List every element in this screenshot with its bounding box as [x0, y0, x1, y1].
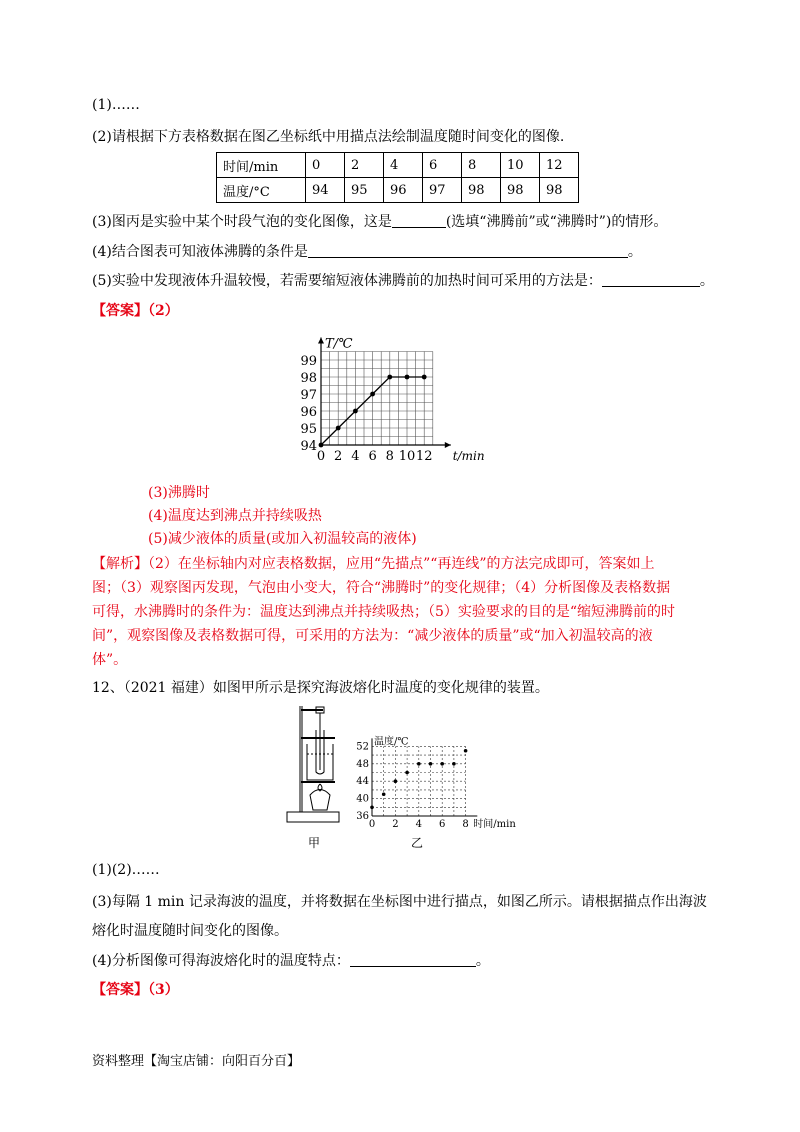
x-tick-label: 10 [398, 449, 416, 464]
q12-part4-text-b: 。 [475, 953, 490, 969]
data-point [440, 762, 444, 766]
answer-label: 【答案】（2） [92, 303, 179, 319]
row-label-temp: 温度/°C [217, 178, 306, 203]
x-tick-label: 8 [385, 449, 394, 464]
time-cell: 12 [540, 153, 579, 178]
time-cell: 4 [384, 153, 423, 178]
q12-title: 12、（2021 福建）如图甲所示是探究海波熔化时温度的变化规律的装置。 [92, 680, 549, 696]
analysis-line: 可得，水沸腾时的条件为：温度达到沸点并持续吸热；（5）实验要求的目的是“缩短沸腾前的时 [92, 604, 676, 620]
temp-cell: 94 [306, 178, 345, 203]
time-cell: 2 [345, 153, 384, 178]
x-tick-label: 12 [415, 449, 433, 464]
y-tick-label: 99 [300, 354, 317, 369]
answer4-text: (4)温度达到沸点并持续吸热 [148, 508, 322, 524]
x-tick-label: 4 [415, 819, 422, 830]
time-cell: 6 [423, 153, 462, 178]
stand-base [287, 812, 339, 822]
temp-cell: 98 [501, 178, 540, 203]
data-point [452, 762, 456, 766]
data-point [405, 375, 410, 380]
temp-cell: 95 [345, 178, 384, 203]
answer-blank [350, 952, 476, 967]
x-axis-arrow [445, 442, 451, 448]
x-tick-label: 8 [462, 819, 469, 830]
part2-text: (2)请根据下方表格数据在图乙坐标纸中用描点法绘制温度随时间变化的图像. [92, 129, 565, 145]
y-tick-label: 36 [356, 811, 369, 822]
q12-part4-line [92, 950, 490, 970]
x-axis-label: 时间/min [473, 819, 516, 830]
hypo-melting-chart [352, 730, 522, 834]
apparatus-figure [285, 700, 345, 835]
data-point [370, 392, 375, 397]
y-tick-label: 95 [300, 422, 317, 437]
part1-text: (1)…… [92, 97, 140, 113]
part5-line [92, 270, 714, 290]
data-point [319, 443, 324, 448]
data-table [216, 152, 579, 203]
x-tick-label: 4 [351, 449, 360, 464]
table-row-temp [217, 178, 579, 203]
row-label-time: 时间/min [217, 153, 306, 178]
data-point [387, 375, 392, 380]
answer-blank [308, 243, 628, 258]
data-point [382, 792, 386, 796]
x-tick-label: 0 [316, 449, 326, 464]
data-point [336, 426, 341, 431]
part5-text-a: (5)实验中发现液体升温较慢，若需要缩短液体沸腾前的加热时间可采用的方法是： [92, 273, 602, 289]
temp-cell: 96 [384, 178, 423, 203]
time-cell: 0 [306, 153, 345, 178]
fig-yi-label: 乙 [411, 836, 424, 850]
data-point [429, 762, 433, 766]
y-tick-label: 48 [356, 758, 369, 770]
analysis-line: 【解析】（2）在坐标轴内对应表格数据，应用“先描点”“再连线”的方法完成即可，答案如上 [92, 556, 655, 572]
time-cell: 8 [462, 153, 501, 178]
boiling-temperature-chart [288, 330, 508, 470]
answer3-text: (3)沸腾时 [148, 485, 210, 501]
analysis-line: 体”。 [92, 652, 128, 668]
y-tick-label: 98 [300, 371, 317, 386]
table-row-time [217, 153, 579, 178]
y-axis-label: 温度/℃ [374, 736, 409, 748]
part3-line [92, 211, 667, 231]
temp-cell: 98 [540, 178, 579, 203]
analysis-line: 图；（3）观察图丙发现，气泡由小变大，符合“沸腾时”的变化规律；（4）分析图像及表格数据 [92, 580, 671, 596]
data-point [422, 375, 427, 380]
y-tick-label: 97 [300, 388, 317, 403]
data-point [464, 749, 468, 753]
part4-text-a: (4)结合图表可知液体沸腾的条件是 [92, 244, 308, 260]
time-cell: 10 [501, 153, 540, 178]
part5-text-b: 。 [699, 273, 714, 289]
x-tick-label: 6 [439, 819, 446, 830]
part3-text-b: (选填“沸腾前”或“沸腾时”)的情形。 [445, 214, 668, 230]
x-axis-label: t/min [452, 449, 485, 463]
answer-blank [602, 272, 700, 287]
x-tick-label: 2 [392, 819, 399, 830]
q12-part3-line1: (3)每隔 1 min 记录海波的温度，并将数据在坐标图中进行描点，如图乙所示。请根据描点作出海波 [92, 894, 707, 910]
data-point [370, 806, 374, 810]
data-point [353, 409, 358, 414]
temp-cell: 98 [462, 178, 501, 203]
x-tick-label: 2 [334, 449, 343, 464]
q12-part3-line2: 熔化时温度随时间变化的图像。 [92, 923, 288, 939]
y-tick-label: 44 [356, 776, 369, 788]
footer-text: 资料整理【淘宝店铺：向阳百分百】 [92, 1054, 301, 1069]
data-point [405, 771, 409, 775]
y-axis-arrow [318, 338, 324, 344]
part3-text-a: (3)图丙是实验中某个时段气泡的变化图像，这是 [92, 214, 392, 230]
answer-blank [392, 213, 446, 228]
part4-text-b: 。 [627, 244, 642, 260]
y-axis-label: T/℃ [325, 336, 353, 352]
temp-cell: 97 [423, 178, 462, 203]
q12-part12: (1)(2)…… [92, 862, 160, 878]
y-tick-label: 40 [356, 793, 369, 805]
y-tick-label: 94 [300, 439, 317, 454]
y-tick-label: 52 [356, 741, 369, 753]
q12-part4-text-a: (4)分析图像可得海波熔化时的温度特点： [92, 953, 350, 969]
x-tick-label: 0 [368, 819, 376, 830]
q12-answer-label: 【答案】（3） [92, 982, 179, 998]
fig-jia-label: 甲 [308, 836, 321, 850]
answer5-text: (5)减少液体的质量(或加入初温较高的液体) [148, 531, 417, 547]
data-point [394, 779, 398, 783]
part4-line [92, 241, 642, 261]
x-tick-label: 6 [368, 449, 377, 464]
analysis-line: 间”，观察图像及表格数据可得，可采用的方法为：“减少液体的质量”或“加入初温较高的液 [92, 628, 653, 644]
y-tick-label: 96 [300, 405, 317, 420]
data-point [417, 762, 421, 766]
alcohol-lamp [310, 790, 330, 811]
